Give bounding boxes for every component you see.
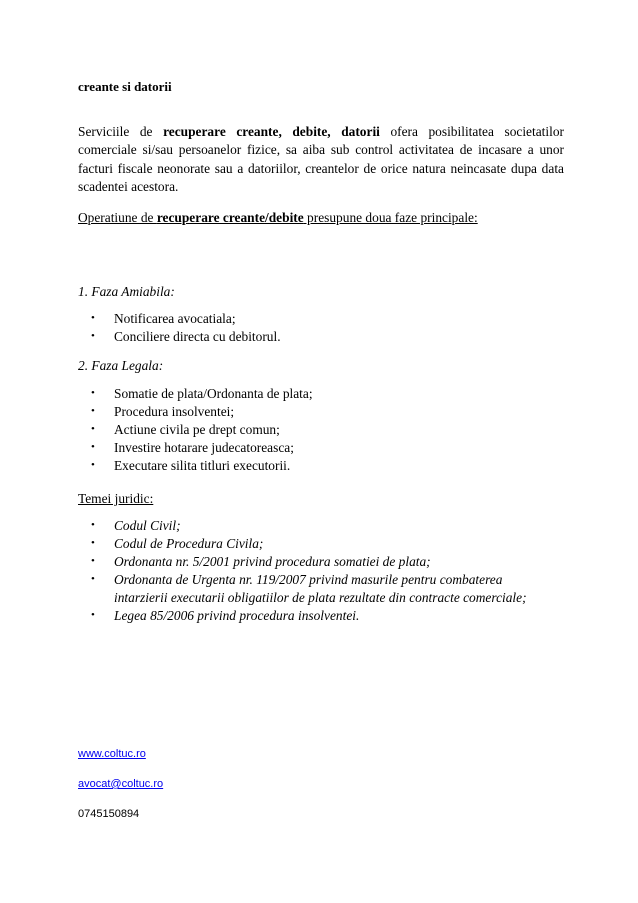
list-item <box>78 607 564 625</box>
faza-amiabila-title: 1. Faza Amiabila: <box>78 284 175 299</box>
bullet-icon: • <box>91 554 95 567</box>
bullet-icon: • <box>91 312 95 324</box>
list-item <box>78 553 564 571</box>
list-item-text: Ordonanta de Urgenta nr. 119/2007 privind masurile pentru combaterea intarzierii executarii obligatiilor de plata rezultate din contracte comerciale; <box>114 571 527 605</box>
list-item <box>78 403 564 421</box>
faza-amiabila-list <box>78 310 564 346</box>
list-item-text: Procedura insolventei; <box>114 403 235 419</box>
list-item-text: Ordonanta nr. 5/2001 privind procedura somatiei de plata; <box>114 553 431 569</box>
bullet-icon: • <box>91 608 95 621</box>
phone-number: 0745150894 <box>78 808 140 820</box>
bullet-icon: • <box>91 519 95 531</box>
temei-juridic-list <box>78 517 564 624</box>
list-item-text: Codul Civil; <box>114 518 181 533</box>
intro-bold-services: recuperare creante, debite, datorii <box>163 124 380 139</box>
list-item-text: Investire hotarare judecatoreasca; <box>114 439 294 455</box>
list-item-text: Codul de Procedura Civila; <box>114 535 264 551</box>
list-item-text: Somatie de plata/Ordonanta de plata; <box>114 386 313 401</box>
list-item <box>78 457 564 475</box>
list-item-text: Legea 85/2006 privind procedura insolventei. <box>114 607 360 623</box>
bullet-icon: • <box>91 329 95 342</box>
bullet-icon: • <box>91 458 95 471</box>
operatiune-text-end: presupune doua faze principale: <box>303 210 478 225</box>
bullet-icon: • <box>91 440 95 453</box>
list-item-text: Actiune civila pe drept comun; <box>114 421 280 437</box>
list-item <box>78 385 564 403</box>
intro-text-end: ofera posibilitatea societatilor comerciale si/sau persoanelor fizice, sa aiba sub control activitatea de incasare a unor facturi fiscale neonorate sau a datoriilor, creantelor de orice natura neincasate dupa data scadentei acestora. <box>78 124 564 195</box>
faza-legala-list <box>78 385 564 475</box>
email-link[interactable]: avocat@coltuc.ro <box>78 778 164 790</box>
intro-paragraph <box>78 123 564 197</box>
faza-legala-title: 2. Faza Legala: <box>78 358 164 373</box>
bullet-icon: • <box>91 404 95 417</box>
operatiune-text-start: Operatiune de <box>78 210 157 225</box>
list-item-text: Notificarea avocatiala; <box>114 311 236 326</box>
list-item <box>78 328 564 346</box>
bullet-icon: • <box>91 387 95 399</box>
operatiune-bold: recuperare creante/debite <box>156 210 304 225</box>
bullet-icon: • <box>91 572 95 585</box>
document-title: creante si datorii <box>78 79 172 94</box>
bullet-icon: • <box>91 536 95 549</box>
list-item <box>78 310 564 328</box>
operatiune-heading <box>78 209 478 227</box>
list-item <box>78 571 554 607</box>
website-link[interactable]: www.coltuc.ro <box>78 748 146 760</box>
bullet-icon: • <box>91 422 95 435</box>
list-item <box>78 535 564 553</box>
list-item <box>78 421 564 439</box>
list-item <box>78 517 564 535</box>
list-item <box>78 439 564 457</box>
temei-juridic-title: Temei juridic: <box>78 491 154 506</box>
intro-text-start: Serviciile de <box>78 124 164 139</box>
list-item-text: Conciliere directa cu debitorul. <box>114 328 281 344</box>
list-item-text: Executare silita titluri executorii. <box>114 457 291 473</box>
